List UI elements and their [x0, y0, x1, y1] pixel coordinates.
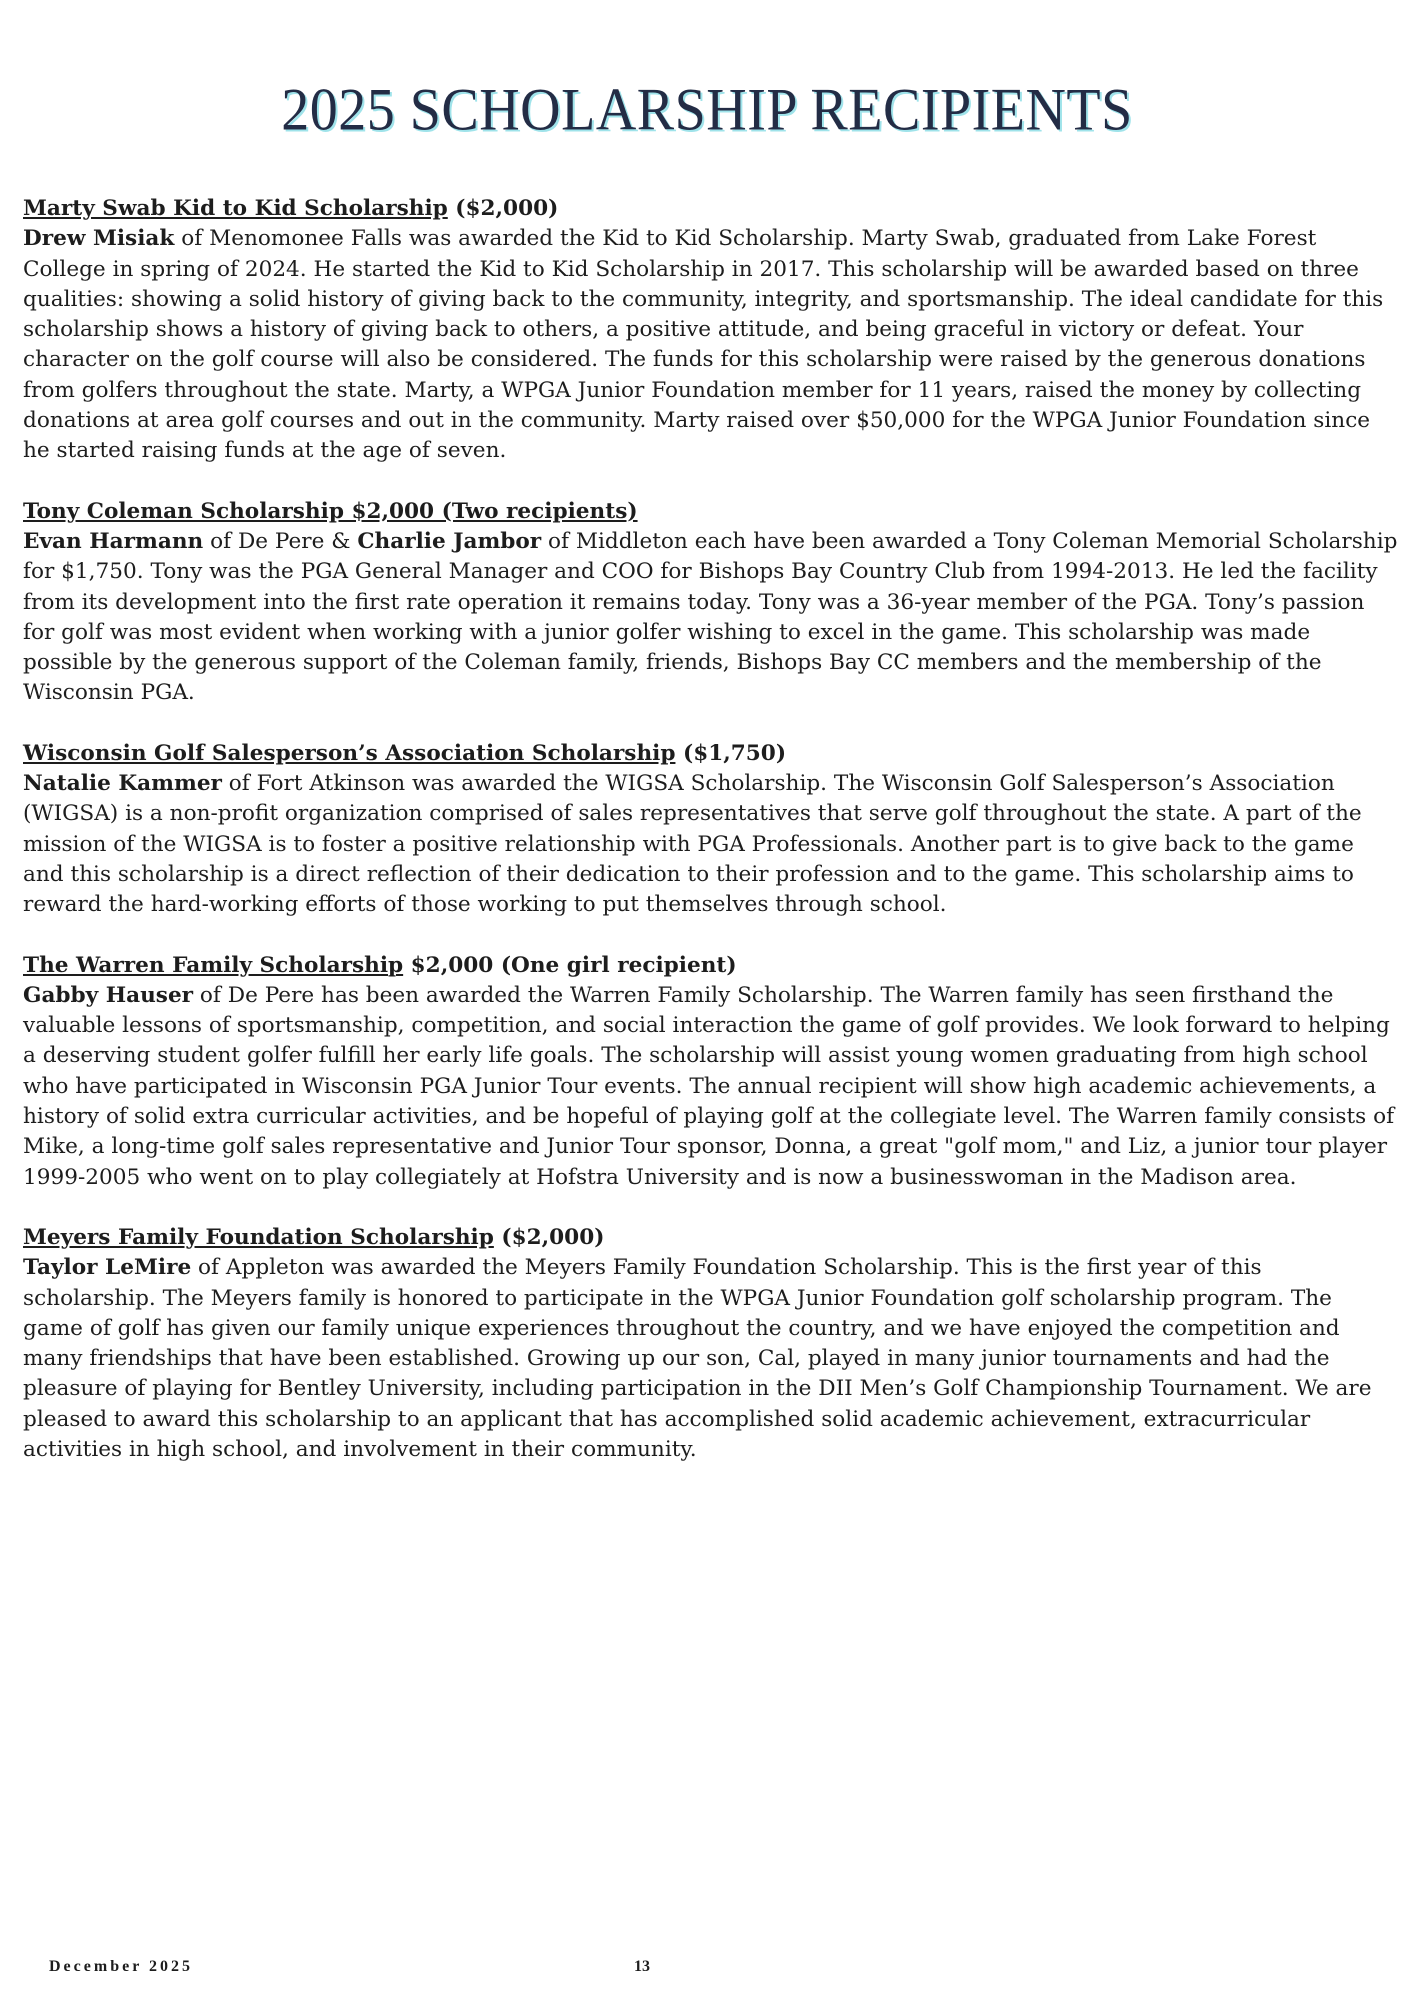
- scholarship-amount: $2,000 (One girl recipient): [403, 952, 737, 978]
- scholarship-amount: ($1,750): [675, 740, 787, 766]
- scholarship-description: of Appleton was awarded the Meyers Family Foundation Scholarship. This is the first year of this scholarship. The Meyers family is honored to participate in the WPGA Junior Foundation golf scholarship program. The game of golf has given our family unique experiences throughout the country, and we have enjoyed the competition and many friendships that have been established. Growing up our son, Cal, played in many junior tournaments and had the pleasure of playing for Bentley University, including participation in the DII Men’s Golf Championship Tournament. We are pleased to award this scholarship to an applicant that has accomplished solid academic achievement, extracurricular activities in high school, and involvement in their community.: [23, 1255, 1372, 1462]
- scholarship-name: Meyers Family Foundation Scholarship: [23, 1224, 494, 1250]
- scholarship-list: [23, 194, 1398, 1495]
- scholarship-name: The Warren Family Scholarship: [23, 952, 404, 978]
- scholarship-section: [23, 194, 1398, 467]
- scholarship-description: of Middleton each have been awarded a Tony Coleman Memorial Scholarship for $1,750. Tony was the PGA General Manager and COO for Bishops Bay Country Club from 1994-2013. He led the facility from its development into the first rate operation it remains today. Tony was a 36-year member of the PGA. Tony’s passion for golf was most evident when working with a junior golfer wishing to excel in the game. This scholarship was made possible by the generous support of the Coleman family, friends, Bishops Bay CC members and the membership of the Wisconsin PGA.: [23, 528, 1398, 706]
- scholarship-name: Marty Swab Kid to Kid Scholarship: [23, 196, 448, 221]
- footer-date: December 2025: [49, 1958, 193, 1975]
- scholarship-amount: ($2,000): [493, 1224, 605, 1250]
- recipient-name: Gabby Hauser: [23, 982, 194, 1008]
- scholarship-amount: ($2,000): [447, 196, 559, 221]
- scholarship-description: of Menomonee Falls was awarded the Kid to Kid Scholarship. Marty Swab, graduated from Lake Forest College in spring of 2024. He started the Kid to Kid Scholarship in 2017. This scholarship will be awarded based on three qualities: showing a solid history of giving back to the community, integrity, and sportsmanship. The ideal candidate for this scholarship shows a history of giving back to others, a positive attitude, and being graceful in victory or defeat. Your character on the golf course will also be considered. The funds for this scholarship were raised by the generous donations from golfers throughout the state. Marty, a WPGA Junior Foundation member for 11 years, raised the money by collecting donations at area golf courses and out in the community. Marty raised over $50,000 for the WPGA Junior Foundation since he started raising funds at the age of seven.: [23, 226, 1384, 464]
- scholarship-section: [23, 739, 1398, 921]
- scholarship-name: Wisconsin Golf Salesperson’s Association Scholarship: [23, 740, 676, 766]
- scholarship-description: of De Pere has been awarded the Warren Family Scholarship. The Warren family has seen firsthand the valuable lessons of sportsmanship, competition, and social interaction the game of golf provides. We look forward to helping a deserving student golfer fulfill her early life goals. The scholarship will assist young women graduating from high school who have participated in Wisconsin PGA Junior Tour events. The annual recipient will show high academic achievements, a history of solid extra curricular activities, and be hopeful of playing golf at the collegiate level. The Warren family consists of Mike, a long-time golf sales representative and Junior Tour sponsor, Donna, a great "golf mom," and Liz, a junior tour player 1999-2005 who went on to play collegiately at Hofstra University and is now a businesswoman in the Madison area.: [23, 982, 1395, 1190]
- scholarship-section: [23, 1223, 1398, 1465]
- scholarship-section: [23, 951, 1398, 1193]
- scholarship-name: Tony Coleman Scholarship $2,000 (Two recipients): [23, 498, 638, 524]
- recipient-name: Drew Misiak: [23, 226, 175, 252]
- page-number: 13: [634, 1958, 650, 1975]
- recipient-name: Taylor LeMire: [23, 1255, 192, 1281]
- page-title: 2025 SCHOLARSHIP RECIPIENTS: [281, 76, 1133, 144]
- recipient-name: Natalie Kammer: [23, 771, 222, 797]
- scholarship-section: [23, 497, 1398, 709]
- recipient-name: Charlie Jambor: [357, 528, 542, 554]
- recipient-name: Evan Harmann: [23, 528, 204, 554]
- scholarship-description: of De Pere &: [203, 528, 358, 554]
- scholarship-description: of Fort Atkinson was awarded the WIGSA Scholarship. The Wisconsin Golf Salesperson’s Association (WIGSA) is a non-profit organization comprised of sales representatives that serve golf throughout the state. A part of the mission of the WIGSA is to foster a positive relationship with PGA Professionals. Another part is to give back to the game and this scholarship is a direct reflection of their dedication to their profession and to the game. This scholarship aims to reward the hard-working efforts of those working to put themselves through school.: [23, 771, 1362, 918]
